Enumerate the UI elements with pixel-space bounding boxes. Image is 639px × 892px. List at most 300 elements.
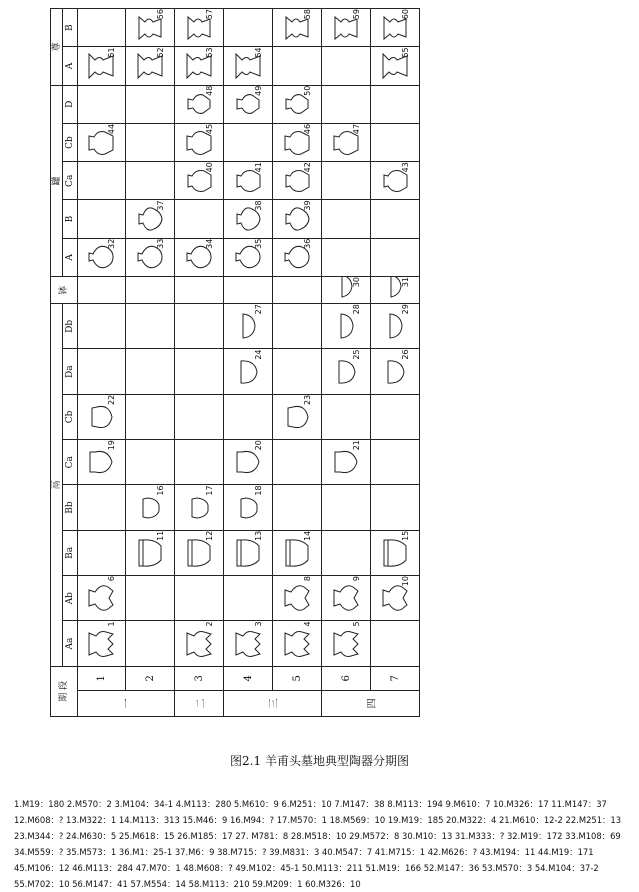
cell-bo (371, 276, 420, 303)
cell-li-ba (322, 530, 371, 575)
subtype-li-cb: Cb (63, 394, 77, 439)
specimen-number: 35 (254, 238, 264, 249)
cell-li-da (322, 349, 371, 394)
cell-guan-ca (126, 162, 175, 200)
cell-guan-b (322, 200, 371, 238)
subtype-zun-b: B (63, 9, 77, 47)
cell-li-cb (175, 394, 224, 439)
stage-row (175, 9, 224, 717)
specimen-number: 55 (401, 47, 411, 58)
cell-zun-b (175, 9, 224, 47)
cell-guan-d (126, 85, 175, 123)
cell-guan-a (322, 238, 371, 276)
cell-zun-b (322, 9, 371, 47)
cell-zun-a (126, 47, 175, 85)
cell-guan-d (77, 85, 126, 123)
vessel-drawing (135, 531, 165, 575)
stage-row (77, 9, 126, 717)
specimen-number: 41 (254, 162, 264, 173)
specimen-number: 49 (254, 85, 264, 96)
cell-guan-cb (322, 123, 371, 161)
specimen-number: 57 (205, 9, 215, 20)
cell-li-bb (175, 485, 224, 530)
vessel-drawing (331, 277, 361, 303)
vessel-icon (184, 491, 214, 525)
cell-li-ab (126, 576, 175, 621)
cell-bo (126, 276, 175, 303)
specimen-number: 46 (303, 123, 313, 135)
specimen-number: 56 (156, 9, 166, 20)
specimen-number: 42 (303, 162, 313, 173)
cell-guan-cb (224, 123, 273, 161)
subtype-li-ab: Ab (63, 576, 77, 621)
vessel-drawing (233, 349, 263, 393)
cell-li-ca (126, 440, 175, 485)
vessel-drawing (184, 531, 214, 575)
vessel-icon (135, 536, 165, 570)
vessel-icon (380, 309, 410, 343)
vessel-icon (282, 536, 312, 570)
cell-guan-cb (175, 123, 224, 161)
specimen-number: 9 (352, 576, 362, 582)
cell-guan-b (175, 200, 224, 238)
vessel-drawing (380, 349, 410, 393)
cell-guan-ca (175, 162, 224, 200)
cell-li-ab (175, 576, 224, 621)
stage-label: 1 (77, 666, 126, 690)
vessel-icon (184, 536, 214, 570)
cell-guan-a (273, 238, 322, 276)
vessel-icon (233, 445, 263, 479)
cell-li-ba (77, 530, 126, 575)
vessel-drawing (282, 124, 312, 161)
vessel-icon (282, 581, 312, 615)
vessel-drawing (86, 239, 116, 276)
vessel-drawing (184, 621, 214, 665)
cell-li-ba (126, 530, 175, 575)
cell-guan-b (126, 200, 175, 238)
vessel-drawing (233, 485, 263, 529)
notes-line: 34.M559：? 35.M573：1 36.M1：25-1 37.M6：9 38.M715：? 39.M831：3 40.M547：7 41.M715：1 42.M626：? 43.M194：11 44.M19：171 (14, 847, 594, 857)
cell-guan-b (371, 200, 420, 238)
cell-zun-a (371, 47, 420, 85)
specimen-number: 10 (401, 576, 411, 587)
vessel-drawing (233, 162, 263, 199)
cell-guan-cb (77, 123, 126, 161)
phase-label: 一 (77, 690, 175, 716)
subtype-li-aa: Aa (63, 621, 77, 666)
cell-li-ab (77, 576, 126, 621)
subtype-li-ba: Ba (63, 530, 77, 575)
cell-li-cb (322, 394, 371, 439)
stage-row (273, 9, 322, 717)
vessel-drawing (135, 200, 165, 237)
cell-guan-ca (371, 162, 420, 200)
cell-li-cb (77, 394, 126, 439)
specimen-number: 30 (352, 276, 362, 288)
cell-zun-a (175, 47, 224, 85)
vessel-drawing (233, 200, 263, 237)
vessel-drawing (233, 531, 263, 575)
specimen-number: 51 (107, 47, 117, 58)
cell-guan-a (224, 238, 273, 276)
specimen-number: 24 (254, 349, 264, 360)
cell-guan-b (273, 200, 322, 238)
specimen-number: 32 (107, 238, 117, 249)
cell-guan-cb (371, 123, 420, 161)
cell-li-ca (77, 440, 126, 485)
vessel-icon (282, 627, 312, 661)
cell-li-ab (273, 576, 322, 621)
cell-li-db (273, 304, 322, 349)
cell-guan-d (322, 85, 371, 123)
vessel-drawing (233, 47, 263, 84)
cell-li-ca (322, 440, 371, 485)
vessel-drawing (282, 576, 312, 620)
subtype-zun-a: A (63, 47, 77, 85)
vessel-drawing (282, 531, 312, 575)
subtype-guan-cb: Cb (63, 123, 77, 161)
specimen-number: 6 (107, 576, 117, 582)
cell-guan-d (224, 85, 273, 123)
specimen-number: 27 (254, 304, 264, 315)
specimen-number: 47 (352, 123, 362, 135)
cell-li-ca (175, 440, 224, 485)
vessel-icon (86, 627, 116, 661)
vessel-drawing (282, 239, 312, 276)
specimen-number: 44 (107, 123, 117, 135)
vessel-drawing (331, 9, 361, 46)
vessel-icon (331, 355, 361, 389)
vessel-drawing (282, 395, 312, 439)
header-bo: 钵 (51, 276, 78, 303)
specimen-number: 26 (401, 349, 411, 360)
vessel-drawing (86, 621, 116, 665)
cell-li-bb (371, 485, 420, 530)
notes-line: 23.M344：? 24.M630：5 25.M618：15 26.M185：17 27. M781：8 28.M518：10 29.M572：8 30.M10：13 31.M333：? 32.M19：172 33.M108：69 (14, 831, 621, 841)
cell-li-ca (273, 440, 322, 485)
specimen-number: 4 (303, 621, 313, 627)
vessel-drawing (282, 86, 312, 123)
cell-zun-b (77, 9, 126, 47)
vessel-drawing (86, 395, 116, 439)
vessel-drawing (380, 277, 410, 303)
notes-line: 55.M702：10 56.M147：41 57.M554：14 58.M113：210 59.M209：1 60.M326：10 (14, 879, 361, 889)
cell-guan-ca (77, 162, 126, 200)
header-zun: 尊 (51, 9, 63, 86)
cell-guan-a (175, 238, 224, 276)
phase-label: 四 (322, 690, 420, 716)
cell-li-aa (322, 621, 371, 666)
specimen-number: 20 (254, 440, 264, 451)
cell-li-da (175, 349, 224, 394)
subtype-li-bb: Bb (63, 485, 77, 530)
cell-bo (77, 276, 126, 303)
cell-li-da (126, 349, 175, 394)
specimen-number: 17 (205, 485, 215, 496)
cell-li-ab (322, 576, 371, 621)
specimen-number: 11 (156, 530, 166, 541)
notes-line: 1.M19：180 2.M570：2 3.M104：34-1 4.M113：280 5.M610：9 6.M251：10 7.M147：38 8.M113：194 9.M610：7 10.M326：17 11.M147：37 (14, 799, 607, 809)
stage-row (126, 9, 175, 717)
specimen-number: 25 (352, 349, 362, 360)
vessel-drawing (380, 531, 410, 575)
cell-li-cb (273, 394, 322, 439)
cell-guan-d (175, 85, 224, 123)
cell-zun-b (126, 9, 175, 47)
specimen-number: 36 (303, 238, 313, 249)
vessel-drawing (184, 86, 214, 123)
cell-li-da (371, 349, 420, 394)
vessel-drawing (135, 9, 165, 46)
cell-li-bb (77, 485, 126, 530)
cell-zun-b (224, 9, 273, 47)
specimen-number: 40 (205, 162, 215, 173)
stage-label: 7 (371, 666, 420, 690)
cell-li-db (175, 304, 224, 349)
vessel-icon (233, 355, 263, 389)
cell-bo (322, 276, 371, 303)
vessel-drawing (233, 86, 263, 123)
vessel-drawing (331, 304, 361, 348)
cell-li-ab (224, 576, 273, 621)
vessel-drawing (331, 576, 361, 620)
vessel-icon (380, 536, 410, 570)
cell-li-cb (126, 394, 175, 439)
vessel-drawing (86, 124, 116, 161)
cell-li-aa (273, 621, 322, 666)
cell-zun-a (322, 47, 371, 85)
cell-guan-ca (224, 162, 273, 200)
vessel-drawing (86, 440, 116, 484)
cell-li-ca (371, 440, 420, 485)
cell-li-ca (224, 440, 273, 485)
vessel-drawing (86, 576, 116, 620)
subtype-guan-d: D (63, 85, 77, 123)
specimen-number: 29 (401, 304, 411, 315)
cell-zun-b (273, 9, 322, 47)
vessel-icon (233, 627, 263, 661)
specimen-number: 54 (254, 47, 264, 58)
vessel-drawing (135, 485, 165, 529)
vessel-icon (380, 355, 410, 389)
vessel-drawing (184, 47, 214, 84)
cell-guan-ca (322, 162, 371, 200)
specimen-number: 60 (401, 9, 411, 20)
notes-line: 12.M608：? 13.M322：1 14.M113：313 15.M46：9 16.M94：? 17.M570：1 18.M569：10 19.M19：185 20.M322：4 21.M610：12-2 22.M251：13 (14, 815, 622, 825)
cell-zun-a (224, 47, 273, 85)
specimen-number: 8 (303, 576, 313, 582)
vessel-drawing (233, 239, 263, 276)
cell-zun-a (77, 47, 126, 85)
pottery-phase-table (50, 8, 420, 717)
specimen-number: 34 (205, 238, 215, 249)
cell-zun-a (273, 47, 322, 85)
vessel-icon (380, 581, 410, 615)
rotated-chart-table (50, 8, 420, 717)
specimen-number: 23 (303, 394, 313, 405)
subtype-guan-ca: Ca (63, 162, 77, 200)
subtype-li-db: Db (63, 304, 77, 349)
cell-li-cb (224, 394, 273, 439)
vessel-icon (282, 400, 312, 434)
specimen-number: 37 (156, 200, 166, 211)
header-li: 鬲 (51, 304, 63, 667)
stage-row (322, 9, 371, 717)
stage-row (371, 9, 420, 717)
cell-li-aa (371, 621, 420, 666)
specimen-number: 12 (205, 530, 215, 541)
specimen-number: 58 (303, 9, 313, 20)
cell-li-db (77, 304, 126, 349)
vessel-icon (331, 581, 361, 615)
specimen-number: 22 (107, 394, 117, 405)
specimen-number: 38 (254, 200, 264, 211)
specimen-number: 14 (303, 530, 313, 541)
figure-caption: 图2.1 羊甫头墓地典型陶器分期图 (230, 754, 409, 768)
stage-label: 4 (224, 666, 273, 690)
corner-header: 期 段 (51, 666, 78, 716)
vessel-drawing (184, 485, 214, 529)
stage-label: 3 (175, 666, 224, 690)
cell-li-aa (77, 621, 126, 666)
cell-guan-b (77, 200, 126, 238)
cell-guan-cb (273, 123, 322, 161)
vessel-drawing (86, 47, 116, 84)
cell-li-ba (273, 530, 322, 575)
vessel-drawing (184, 124, 214, 161)
cell-li-db (322, 304, 371, 349)
vessel-drawing (282, 162, 312, 199)
vessel-drawing (380, 9, 410, 46)
cell-li-da (224, 349, 273, 394)
cell-li-ab (371, 576, 420, 621)
cell-guan-b (224, 200, 273, 238)
vessel-icon (331, 445, 361, 479)
vessel-drawing (282, 621, 312, 665)
cell-bo (175, 276, 224, 303)
subtype-li-ca: Ca (63, 440, 77, 485)
specimen-number: 2 (205, 621, 215, 627)
cell-li-bb (273, 485, 322, 530)
specimen-number: 53 (205, 47, 215, 58)
vessel-drawing (184, 9, 214, 46)
specimen-notes (14, 796, 634, 892)
vessel-drawing (331, 440, 361, 484)
cell-li-db (126, 304, 175, 349)
vessel-drawing (380, 162, 410, 199)
specimen-number: 3 (254, 621, 264, 627)
cell-li-ba (224, 530, 273, 575)
cell-guan-d (371, 85, 420, 123)
specimen-number: 21 (352, 440, 362, 451)
vessel-icon (135, 491, 165, 525)
notes-line: 45.M106：12 46.M113：284 47.M70：1 48.M608：? 49.M102：45-1 50.M113：211 51.M19：166 52.M147：36 53.M570：3 54.M104：37-2 (14, 863, 599, 873)
vessel-icon (86, 400, 116, 434)
specimen-number: 31 (401, 276, 411, 288)
vessel-drawing (282, 200, 312, 237)
phase-label: 二 (175, 690, 224, 716)
cell-li-da (77, 349, 126, 394)
vessel-icon (184, 627, 214, 661)
vessel-drawing (233, 621, 263, 665)
subtype-li-da: Da (63, 349, 77, 394)
specimen-number: 43 (401, 162, 411, 173)
vessel-drawing (282, 9, 312, 46)
vessel-drawing (184, 239, 214, 276)
cell-zun-b (371, 9, 420, 47)
vessel-drawing (380, 304, 410, 348)
cell-li-ba (371, 530, 420, 575)
subtype-guan-b: B (63, 200, 77, 238)
stage-label: 5 (273, 666, 322, 690)
vessel-drawing (331, 621, 361, 665)
cell-li-aa (126, 621, 175, 666)
vessel-drawing (233, 440, 263, 484)
vessel-icon (331, 309, 361, 343)
vessel-drawing (380, 47, 410, 84)
vessel-drawing (184, 162, 214, 199)
specimen-number: 15 (401, 530, 411, 541)
cell-guan-a (77, 238, 126, 276)
specimen-number: 33 (156, 238, 166, 249)
specimen-number: 48 (205, 85, 215, 96)
cell-li-bb (224, 485, 273, 530)
specimen-number: 28 (352, 304, 362, 315)
cell-li-db (371, 304, 420, 349)
vessel-icon (233, 491, 263, 525)
specimen-number: 45 (205, 123, 215, 135)
cell-li-aa (224, 621, 273, 666)
cell-bo (273, 276, 322, 303)
vessel-icon (331, 627, 361, 661)
specimen-number: 39 (303, 200, 313, 211)
vessel-drawing (135, 47, 165, 84)
cell-guan-a (126, 238, 175, 276)
vessel-drawing (331, 124, 361, 161)
specimen-number: 5 (352, 621, 362, 627)
stage-row (224, 9, 273, 717)
cell-li-db (224, 304, 273, 349)
vessel-drawing (135, 239, 165, 276)
cell-guan-cb (126, 123, 175, 161)
specimen-number: 19 (107, 440, 117, 451)
specimen-number: 16 (156, 485, 166, 496)
cell-li-aa (175, 621, 224, 666)
vessel-drawing (380, 576, 410, 620)
specimen-number: 18 (254, 485, 264, 496)
stage-label: 2 (126, 666, 175, 690)
vessel-icon (233, 536, 263, 570)
vessel-icon (86, 581, 116, 615)
header-guan: 罐 (51, 85, 63, 276)
stage-label: 6 (322, 666, 371, 690)
cell-li-bb (322, 485, 371, 530)
vessel-drawing (233, 304, 263, 348)
phase-label: 三 (224, 690, 322, 716)
vessel-drawing (331, 349, 361, 393)
cell-guan-d (273, 85, 322, 123)
cell-li-da (273, 349, 322, 394)
specimen-number: 1 (107, 621, 117, 627)
cell-li-ba (175, 530, 224, 575)
specimen-number: 59 (352, 9, 362, 20)
specimen-number: 52 (156, 47, 166, 58)
cell-bo (224, 276, 273, 303)
vessel-icon (86, 445, 116, 479)
subtype-guan-a: A (63, 238, 77, 276)
specimen-number: 13 (254, 530, 264, 541)
